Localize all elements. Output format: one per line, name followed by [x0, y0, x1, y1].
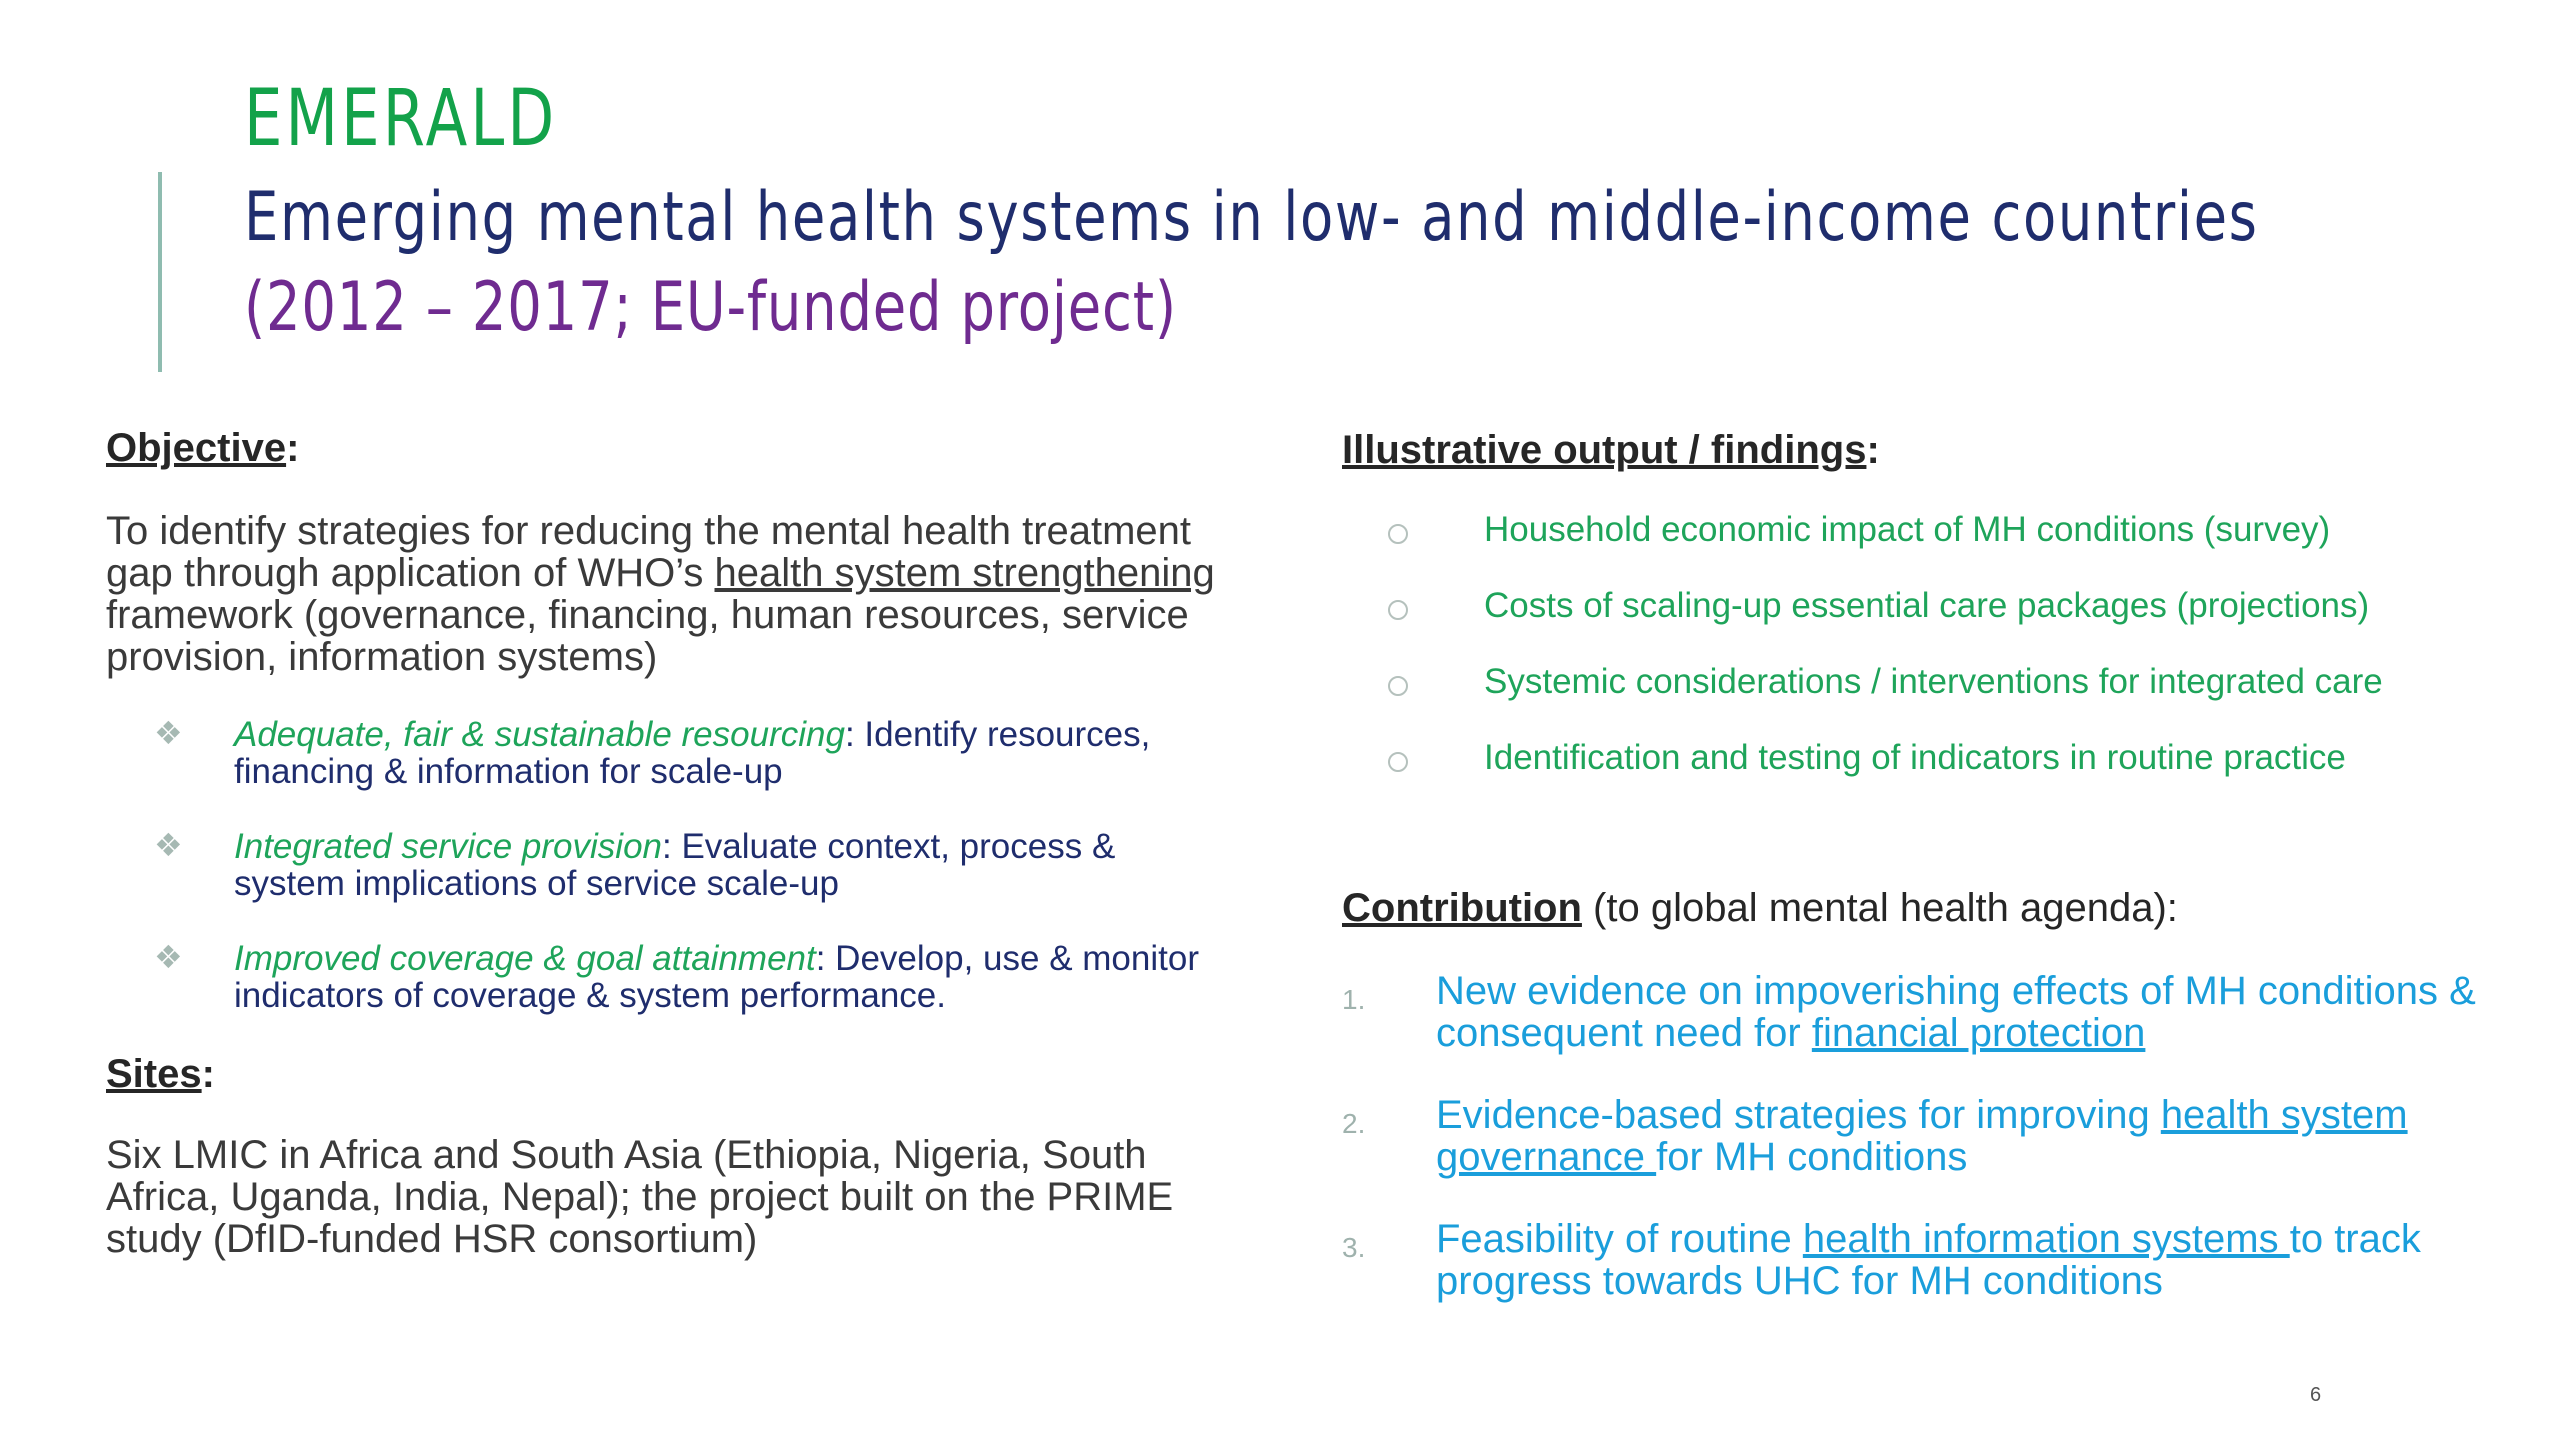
circle-bullet-icon [1388, 676, 1408, 696]
title-accent-bar [158, 172, 162, 372]
health-system-governance-link[interactable]: health system governance [1436, 1093, 2408, 1179]
page-number: 6 [2310, 1384, 2322, 1406]
findings-heading: Illustrative output / findings: [1342, 428, 1880, 472]
contribution-number: 2. [1342, 1108, 1366, 1139]
objective-bullet: Adequate, fair & sustainable resourcing: Identify resources, financing & information for scale-up [234, 715, 1151, 791]
objective-bullet: Integrated service provision: Evaluate context, process & system implications of service scale-up [234, 827, 1116, 903]
financial-protection-link[interactable]: financial protection [1811, 1011, 2146, 1055]
diamond-bullet-icon: ❖ [154, 715, 183, 751]
circle-bullet-icon [1388, 752, 1408, 772]
circle-bullet-icon [1388, 524, 1408, 544]
contribution-number: 3. [1342, 1232, 1366, 1263]
title-dates: (2012 – 2017; EU-funded project) [244, 268, 1177, 347]
finding-item: Identification and testing of indicators in routine practice [1484, 738, 2346, 777]
objective-heading: Objective: [106, 426, 300, 470]
title-subtitle: Emerging mental health systems in low- and middle-income countries [244, 178, 2259, 257]
finding-item: Household economic impact of MH conditions (survey) [1484, 510, 2331, 549]
contribution-number: 1. [1342, 984, 1366, 1015]
contribution-heading: Contribution (to global mental health agenda): [1342, 886, 2178, 930]
finding-item: Costs of scaling-up essential care packages (projections) [1484, 586, 2370, 625]
diamond-bullet-icon: ❖ [154, 939, 183, 975]
diamond-bullet-icon: ❖ [154, 827, 183, 863]
finding-item: Systemic considerations / interventions for integrated care [1484, 662, 2383, 701]
sites-heading: Sites: [106, 1052, 215, 1096]
health-system-strengthening-link[interactable]: health system strengthening [714, 551, 1215, 595]
contribution-item: Feasibility of routine health information systems to track progress towards UHC for MH conditions [1436, 1217, 2421, 1303]
objective-bullet: Improved coverage & goal attainment: Develop, use & monitor indicators of coverage & system performance. [234, 939, 1199, 1015]
objective-text: To identify strategies for reducing the mental health treatment gap through application of WHO’s health system strengthening framework (governance, financing, human resources, service provision, information systems) [106, 509, 1215, 679]
health-information-systems-link[interactable]: health information systems [1802, 1217, 2290, 1261]
sites-text: Six LMIC in Africa and South Asia (Ethiopia, Nigeria, South Africa, Uganda, India, Nepal); the project built on the PRIME study (DfID-funded HSR consortium) [106, 1133, 1174, 1261]
contribution-item: Evidence-based strategies for improving health system governance for MH conditions [1436, 1093, 2408, 1179]
contribution-item: New evidence on impoverishing effects of MH conditions & consequent need for financial protection [1436, 969, 2476, 1055]
title-project-name: EMERALD [244, 74, 558, 164]
circle-bullet-icon [1388, 600, 1408, 620]
